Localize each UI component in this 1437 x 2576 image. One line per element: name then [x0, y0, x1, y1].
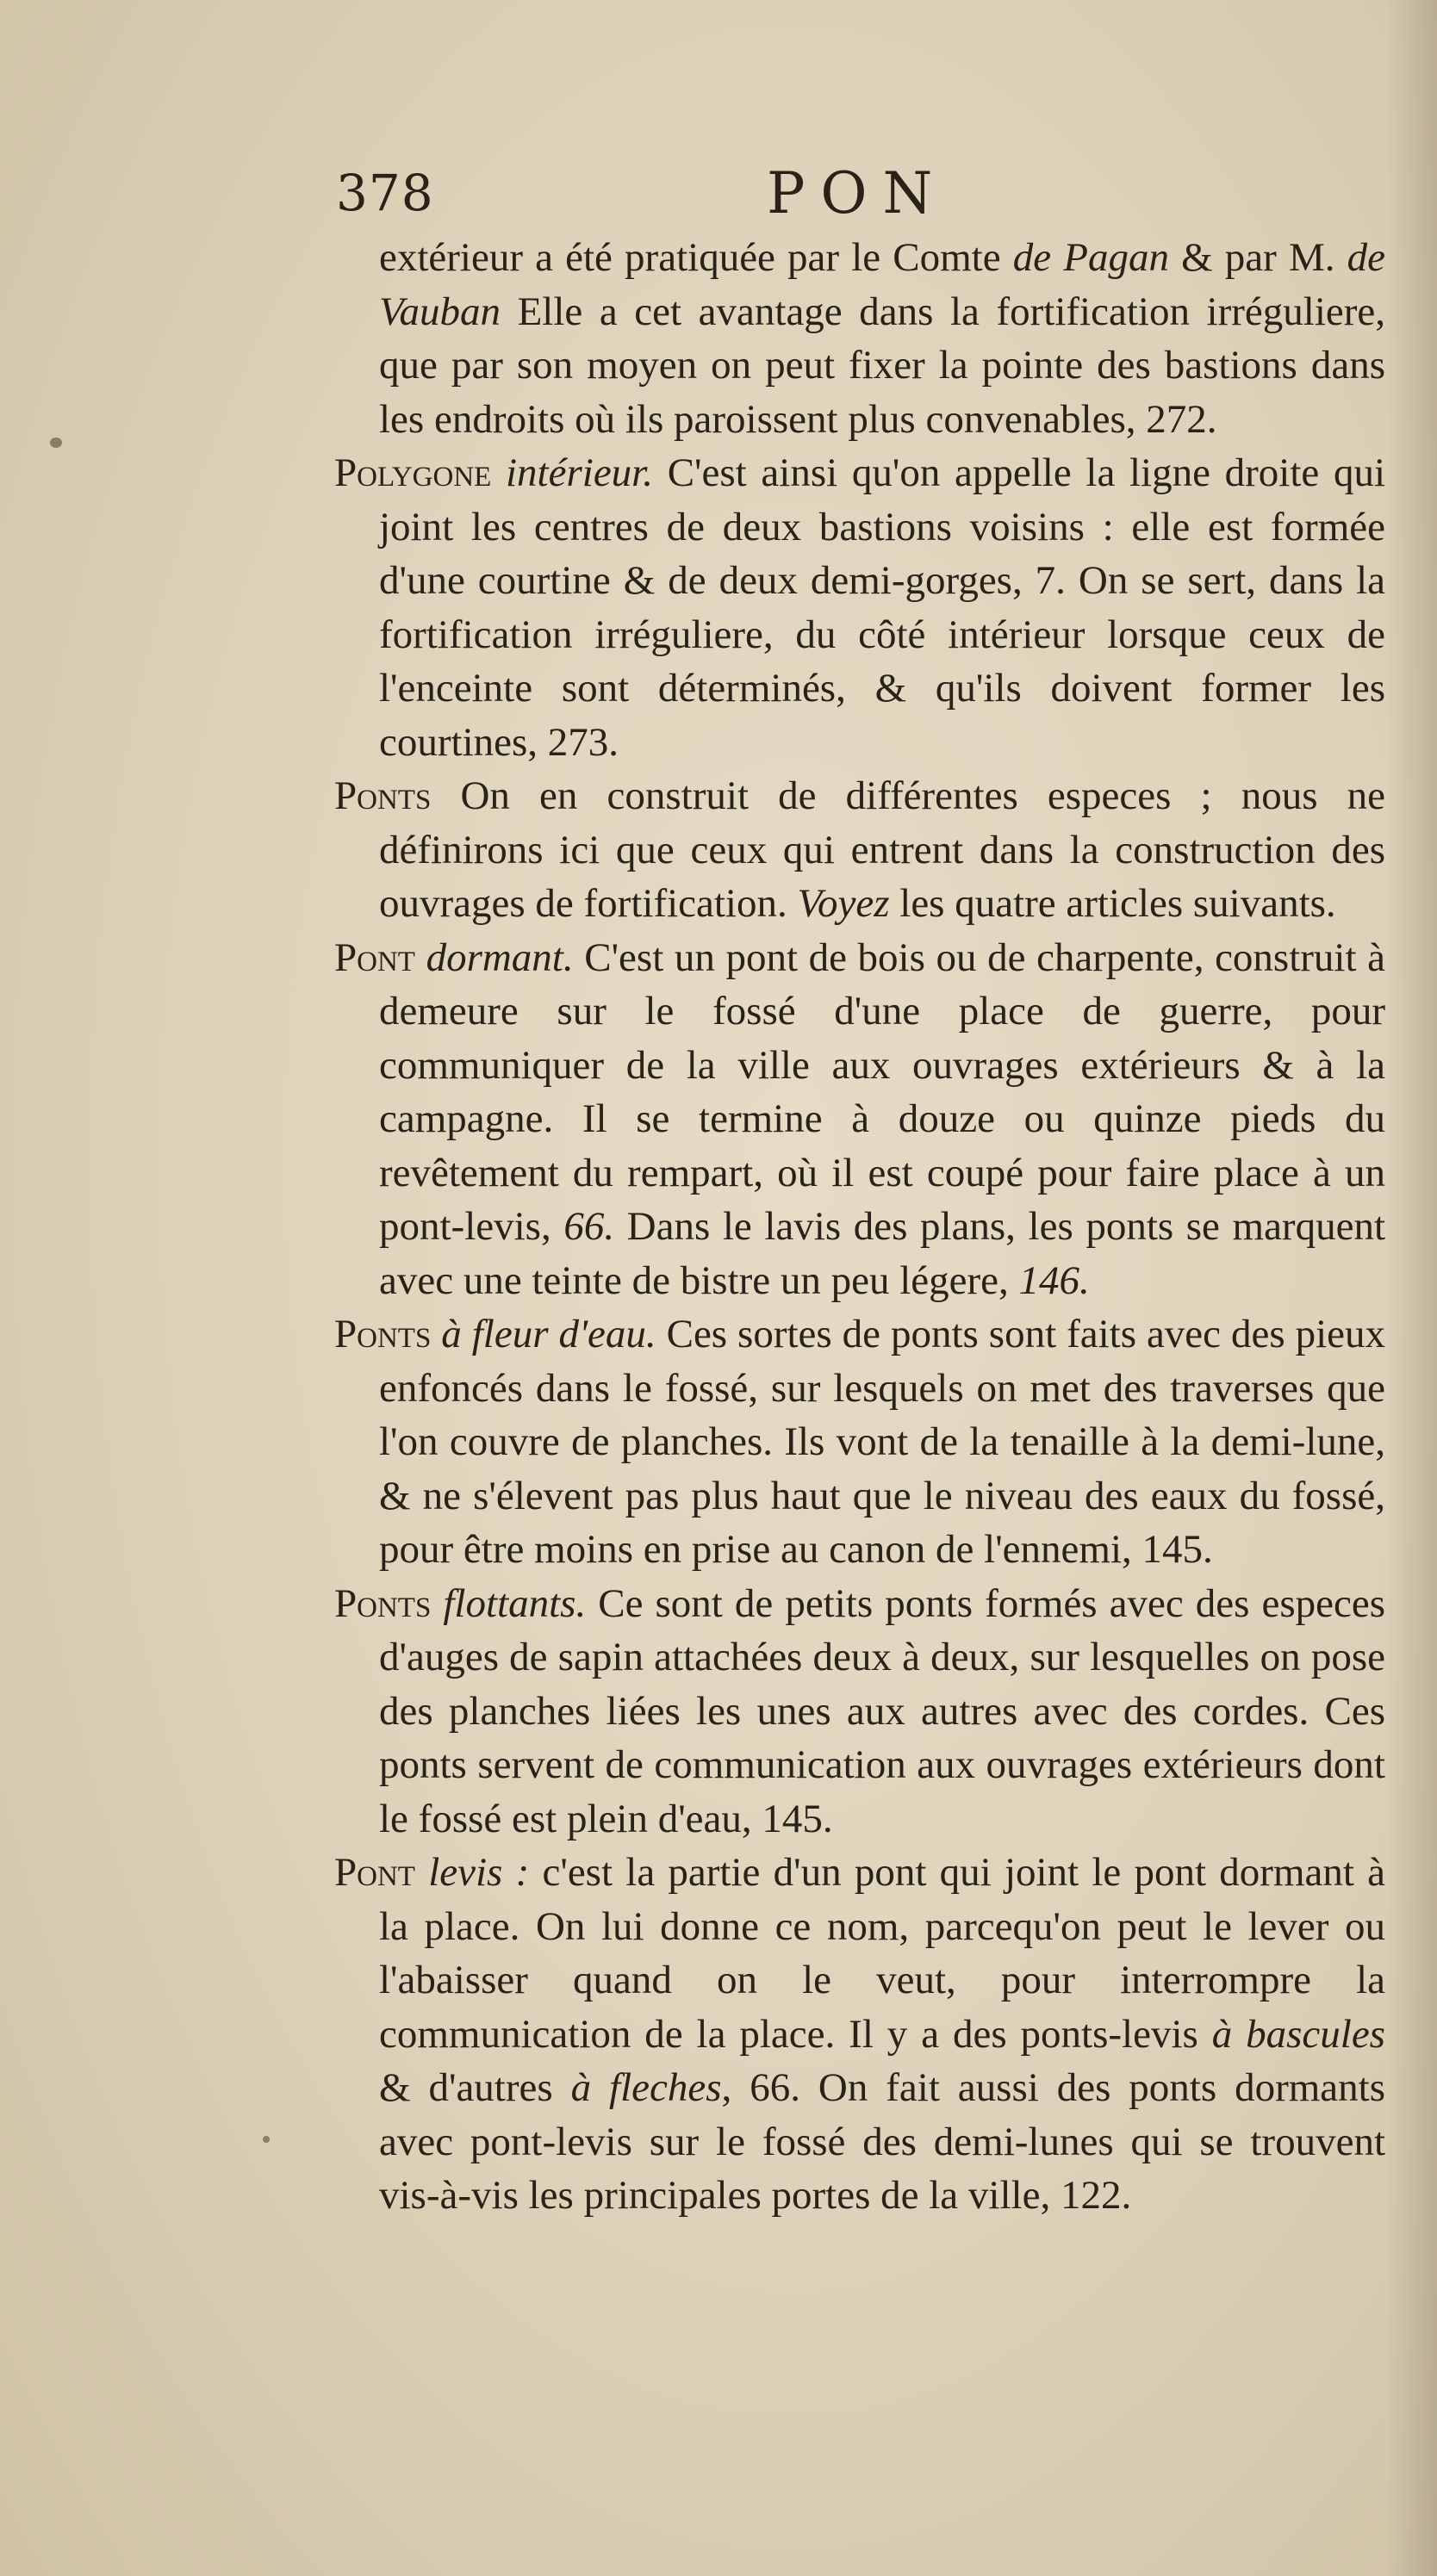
- entry-headword: Ponts: [334, 1580, 432, 1626]
- entry-definition: Ce sont de petits ponts formés avec des especes d'auges de sapin attachées deux à deux, sur lesquelles on pose des planches liées les unes aux autres avec des cordes. Ces ponts servent de communication aux ouvrages extérieurs dont le fossé est plein d'eau, 145.: [379, 1580, 1385, 1841]
- page-edge-shadow: [1385, 0, 1437, 2576]
- entry-definition: C'est ainsi qu'on appelle la ligne droite qui joint les centres de deux bastions voisins : elle est formée d'une courtine & de deux demi-gorges, 7. On se sert, dans la fortification irréguliere, du côté intérieur lorsque ceux de l'enceinte sont déterminés, & qu'ils doivent former les courtines, 273.: [379, 450, 1386, 765]
- entry-qualifier: à fleur d'eau.: [441, 1312, 656, 1356]
- entry-ponts-flottants: [334, 1577, 1385, 1847]
- entry-headword: Polygone: [334, 450, 492, 495]
- entry-pont-dormant: Pont dormant. C'est un pont de bois ou de charpente, construit à demeure sur le fossé d'une place de guerre, pour communiquer de la ville aux ouvrages extérieurs & à la campagne. Il se termine à douze ou quinze pieds du revêtement du rempart, où il est coupé pour faire place à un pont-levis, 66. Dans le lavis des plans, les ponts se marquent avec une teinte de bistre un peu légere, 146.: [334, 934, 1386, 1303]
- ink-speck: [50, 438, 62, 448]
- entry-ponts: Ponts On en construit de différentes especes ; nous ne définirons ici que ceux qui entrent dans la construction des ouvrages de fortification. Voyez les quatre articles suivants.: [334, 773, 1385, 926]
- entry-headword: Pont: [334, 934, 415, 980]
- page-number: 378: [336, 164, 434, 222]
- entry-definition: Ces sortes de ponts sont faits avec des pieux enfoncés dans le fossé, sur lesquels on met des traverses que l'on couvre de planches. Ils vont de la tenaille à la demi-lune, & ne s'élevent pas plus haut que le niveau des eaux du fossé, pour être moins en prise au canon de l'ennemi, 145.: [379, 1312, 1386, 1572]
- entry-qualifier: levis :: [428, 1850, 530, 1895]
- entry-headword: Ponts: [334, 773, 432, 818]
- entry-ponts-a-fleur-d-eau: [334, 1307, 1385, 1577]
- entry-qualifier: dormant.: [426, 934, 574, 980]
- entry-headword: Ponts: [334, 1312, 432, 1356]
- running-head: PON: [767, 160, 949, 227]
- dictionary-text: [334, 231, 1385, 2223]
- entry-polygone-interieur: [334, 446, 1385, 769]
- entry-definition: c'est la partie d'un pont qui joint le pont dormant à la place. On lui donne ce nom, parcequ'on peut le lever ou l'abaisser quand on le veut, pour interrompre la communication de la place. Il y a des ponts-levis: [379, 1850, 1386, 2057]
- entry-continuation: extérieur a été pratiquée par le Comte de Pagan & par M. de Vauban Elle a cet avantage dans la fortification irréguliere, que par son moyen on peut fixer la pointe des bastions dans les endroits où ils paroissent plus convenables, 272.: [379, 235, 1385, 442]
- entry-qualifier: flottants.: [443, 1580, 587, 1626]
- entry-definition: On en construit de différentes especes ; nous ne définirons ici que ceux qui entrent dans la construction des ouvrages de fortification.: [379, 773, 1385, 926]
- page-header: [336, 160, 1396, 233]
- entry-definition: C'est un pont de bois ou de charpente, construit à demeure sur le fossé d'une place de guerre, pour communiquer de la ville aux ouvrages extérieurs & à la campagne. Il se termine à douze ou quinze pieds du revêtement du rempart, où il est coupé pour faire place à un pont-levis,: [379, 934, 1386, 1249]
- entry-qualifier: intérieur.: [506, 450, 654, 495]
- entry-pont-levis: Pont levis : c'est la partie d'un pont qui joint le pont dormant à la place. On lui donne ce nom, parcequ'on peut le lever ou l'abaisser quand on le veut, pour interrompre la communication de la place. Il y a des ponts-levis à bascules & d'autres à fleches, 66. On fait aussi des ponts dormants avec pont-levis sur le fossé des demi-lunes qui se trouvent vis-à-vis les principales portes de la ville, 122.: [334, 1850, 1386, 2218]
- ink-speck: [263, 2136, 270, 2143]
- entry-headword: Pont: [334, 1850, 415, 1895]
